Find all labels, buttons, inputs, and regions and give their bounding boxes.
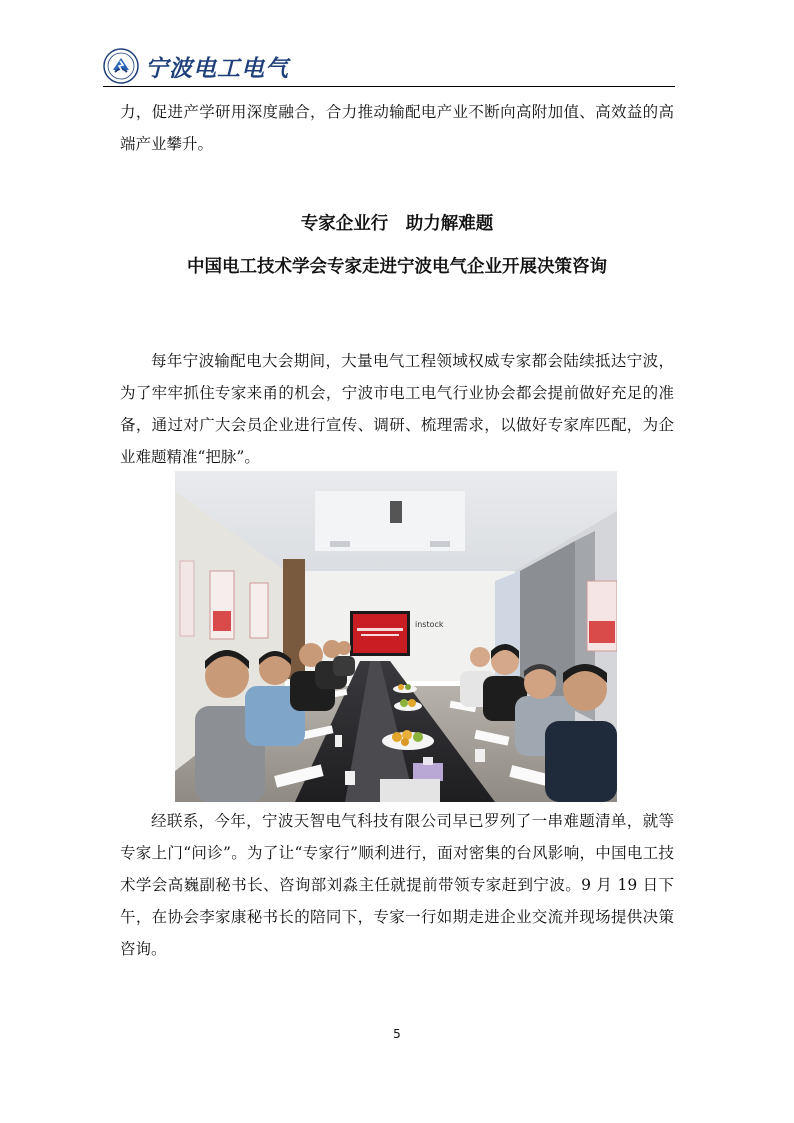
page-number: 5	[393, 1027, 401, 1041]
company-emblem-icon	[103, 48, 139, 84]
body-paragraph-1: 每年宁波输配电大会期间，大量电气工程领域权威专家都会陆续抵达宁波，为了牢牢抓住专家来甬的机会，宁波市电工电气行业协会都会提前做好充足的准备，通过对广大会员企业进行宣传、调研、梳理需求，以做好专家库匹配，为企业难题精准“把脉”。	[120, 352, 674, 466]
meeting-room-illustration	[175, 471, 617, 802]
intro-paragraph: 力，促进产学研用深度融合，合力推动输配电产业不断向高附加值、高效益的高端产业攀升。	[120, 103, 674, 153]
section-heading: 专家企业行 助力解难题	[300, 214, 494, 234]
screen-brand-text: instock	[415, 620, 444, 629]
company-logo-text: 宁波电工电气	[145, 55, 289, 82]
section-subheading: 中国电工技术学会专家走进宁波电气企业开展决策咨询	[187, 257, 607, 277]
page-header	[103, 44, 675, 88]
meeting-photo	[175, 471, 617, 802]
body-paragraph-2: 经联系，今年，宁波天智电气科技有限公司早已罗列了一串难题清单，就等专家上门“问诊”。为了让“专家行”顺利进行，面对密集的台风影响，中国电工技术学会高巍副秘书长、咨询部刘淼主任就提前带领专家赶到宁波。9 月 19 日下午，在协会李家康秘书长的陪同下，专家一行如期走进企业交流并现场提供决策咨询。	[120, 812, 674, 958]
header-divider	[103, 86, 675, 87]
